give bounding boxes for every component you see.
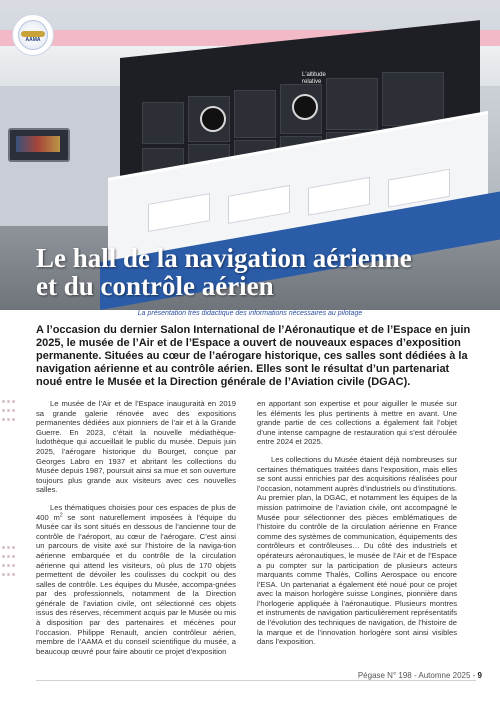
photo-monitor	[8, 128, 70, 162]
display-panel	[148, 193, 210, 232]
article-headline	[36, 244, 412, 300]
body-paragraph: Le musée de l’Air et de l’Espace inauguraità en 2019 sa grande galerie rénovée avec des expositions permanentes dédiées aux pionniers de l’air et à la Grande Guerre. En 2023, c’était la nouvelle médiathèque-ludothèque qui accueillait le public du musée. Depuis juin 2025, l’aérogare historique du Bourget, conçue par Georges Labro en 1937 et abritant les collections du Musée depuis 1987, poursuit ainsi sa mue et son ouverture toujours plus grande aux visiteurs avec ces nouvelles salles.	[36, 399, 236, 495]
article-lead: A l’occasion du dernier Salon International de l’Aéronautique et de l’Espace en juin 2025, le musée de l’Air et de l’Espace a ouvert de nouveaux espaces d’exposition permanente. Situées au cœur de l’aérogare historique, ces salles sont dédiées à la navigation aérienne et au contrôle aérien. Elles sont le résultat d’un partenariat noué entre le Musée et la Direction générale de l’Aviation civile (DGAC).	[36, 324, 471, 388]
headline-line-2: et du contrôle aérien	[36, 271, 274, 301]
margin-decoration	[2, 400, 30, 427]
body-text: Les thématiques choisies pour ces espaces de plus de 400 m	[36, 502, 236, 522]
gauge-icon	[200, 106, 226, 132]
body-paragraph: Les collections du Musée étaient déjà nombreuses sur certaines thématiques traitées dans l’exposition, mais elles se sont aussi enrichies par des acquisitions réalisées pour l’occasion, notamment auprès d’industriels ou d’institutions. Au premier plan, la DGAC, et notamment les équipes de la mission patrimoine de l’aviation civile, ont accompagné le Musée pour sélectionner des pièces emblématiques de l’histoire du contrôle de la circulation aérienne en France comme des systèmes de communication, équipements des contrôleurs et contrôleuses… Du côté des industriels et opérateurs aéronautiques, le musée de l’Air et de l’Espace a pu compter sur la participation de plusieurs acteurs marquants comme Thalès, Collins Aerospace ou encore l’ESA. Un partenariat a également été noué pour ce projet avec la maison horlogère suisse Longines, pionnière dans l’horlogerie appliquée à l’aéronautique. Plusieurs montres et instruments de navigation particulièrement représentatifs de l’évolution des techniques de navigation, de l’histoire de la marque et de l’innovation horlogère sont ainsi visibles dans l’exposition.	[257, 454, 457, 647]
aama-logo	[12, 14, 54, 56]
headline-line-1: Le hall de la navigation aérienne	[36, 243, 412, 273]
body-paragraph	[36, 503, 236, 657]
body-paragraph: en apportant son expertise et pour aiguiller le musée sur les éléments les plus pertinents à mettre en avant. Une grande partie de ces collections a également fait l’objet d’une intense campagne de restauration qui s’est déroulée entre 2024 et 2025.	[257, 399, 457, 447]
superscript: 2	[59, 512, 63, 518]
margin-decoration	[2, 546, 30, 582]
body-text: se sont naturellement imposées à l’équipe du Musée car ils sont situés en dessous de l’ancienne tour de contrôle de l’aéroport, au cœur de l’aérogare. C’est ainsi un parcours de visite axé sur l’histoire de la naviga-tion aérienne embarquée et du contrôle de la circulation aérienne qui attend les visiteurs, où plus de 170 objets permettent de dévoiler les coulisses du cockpit ou des salles de contrôle. Les équipes du Musée, accompa-gnées par des professionnels, notamment de la Direction générale de l’aviation civile, ont sélectionné ces objets issus des réserves, récemment acquis par le Musée ou mis à disposition par des partenaires et mécènes pour l’occasion. Philippe Renault, ancien contrôleur aérien, membre de l’AAMA et du conseil scientifique du musée, a beaucoup œuvré pour faire aboutir ce projet d’exposition	[36, 512, 236, 656]
wall-label: L'altitude relative	[302, 72, 326, 85]
page-number: 9	[477, 671, 482, 680]
body-column-left	[36, 399, 236, 664]
instrument-panel	[234, 90, 276, 138]
page-footer	[358, 671, 482, 680]
instrument-panel	[326, 78, 378, 130]
logo-text: AAMA	[25, 37, 41, 43]
footer-divider	[36, 680, 476, 681]
instrument-panel	[142, 102, 184, 144]
display-panel	[228, 185, 290, 224]
photo-caption: La présentation très didactique des informations nécessaires au pilotage	[137, 310, 363, 317]
issue-info: Pégase N° 198 - Automne 2025 -	[357, 671, 478, 680]
instrument-panel	[382, 72, 444, 126]
body-column-right	[257, 399, 457, 655]
display-panel	[308, 177, 370, 216]
gauge-icon	[292, 94, 318, 120]
